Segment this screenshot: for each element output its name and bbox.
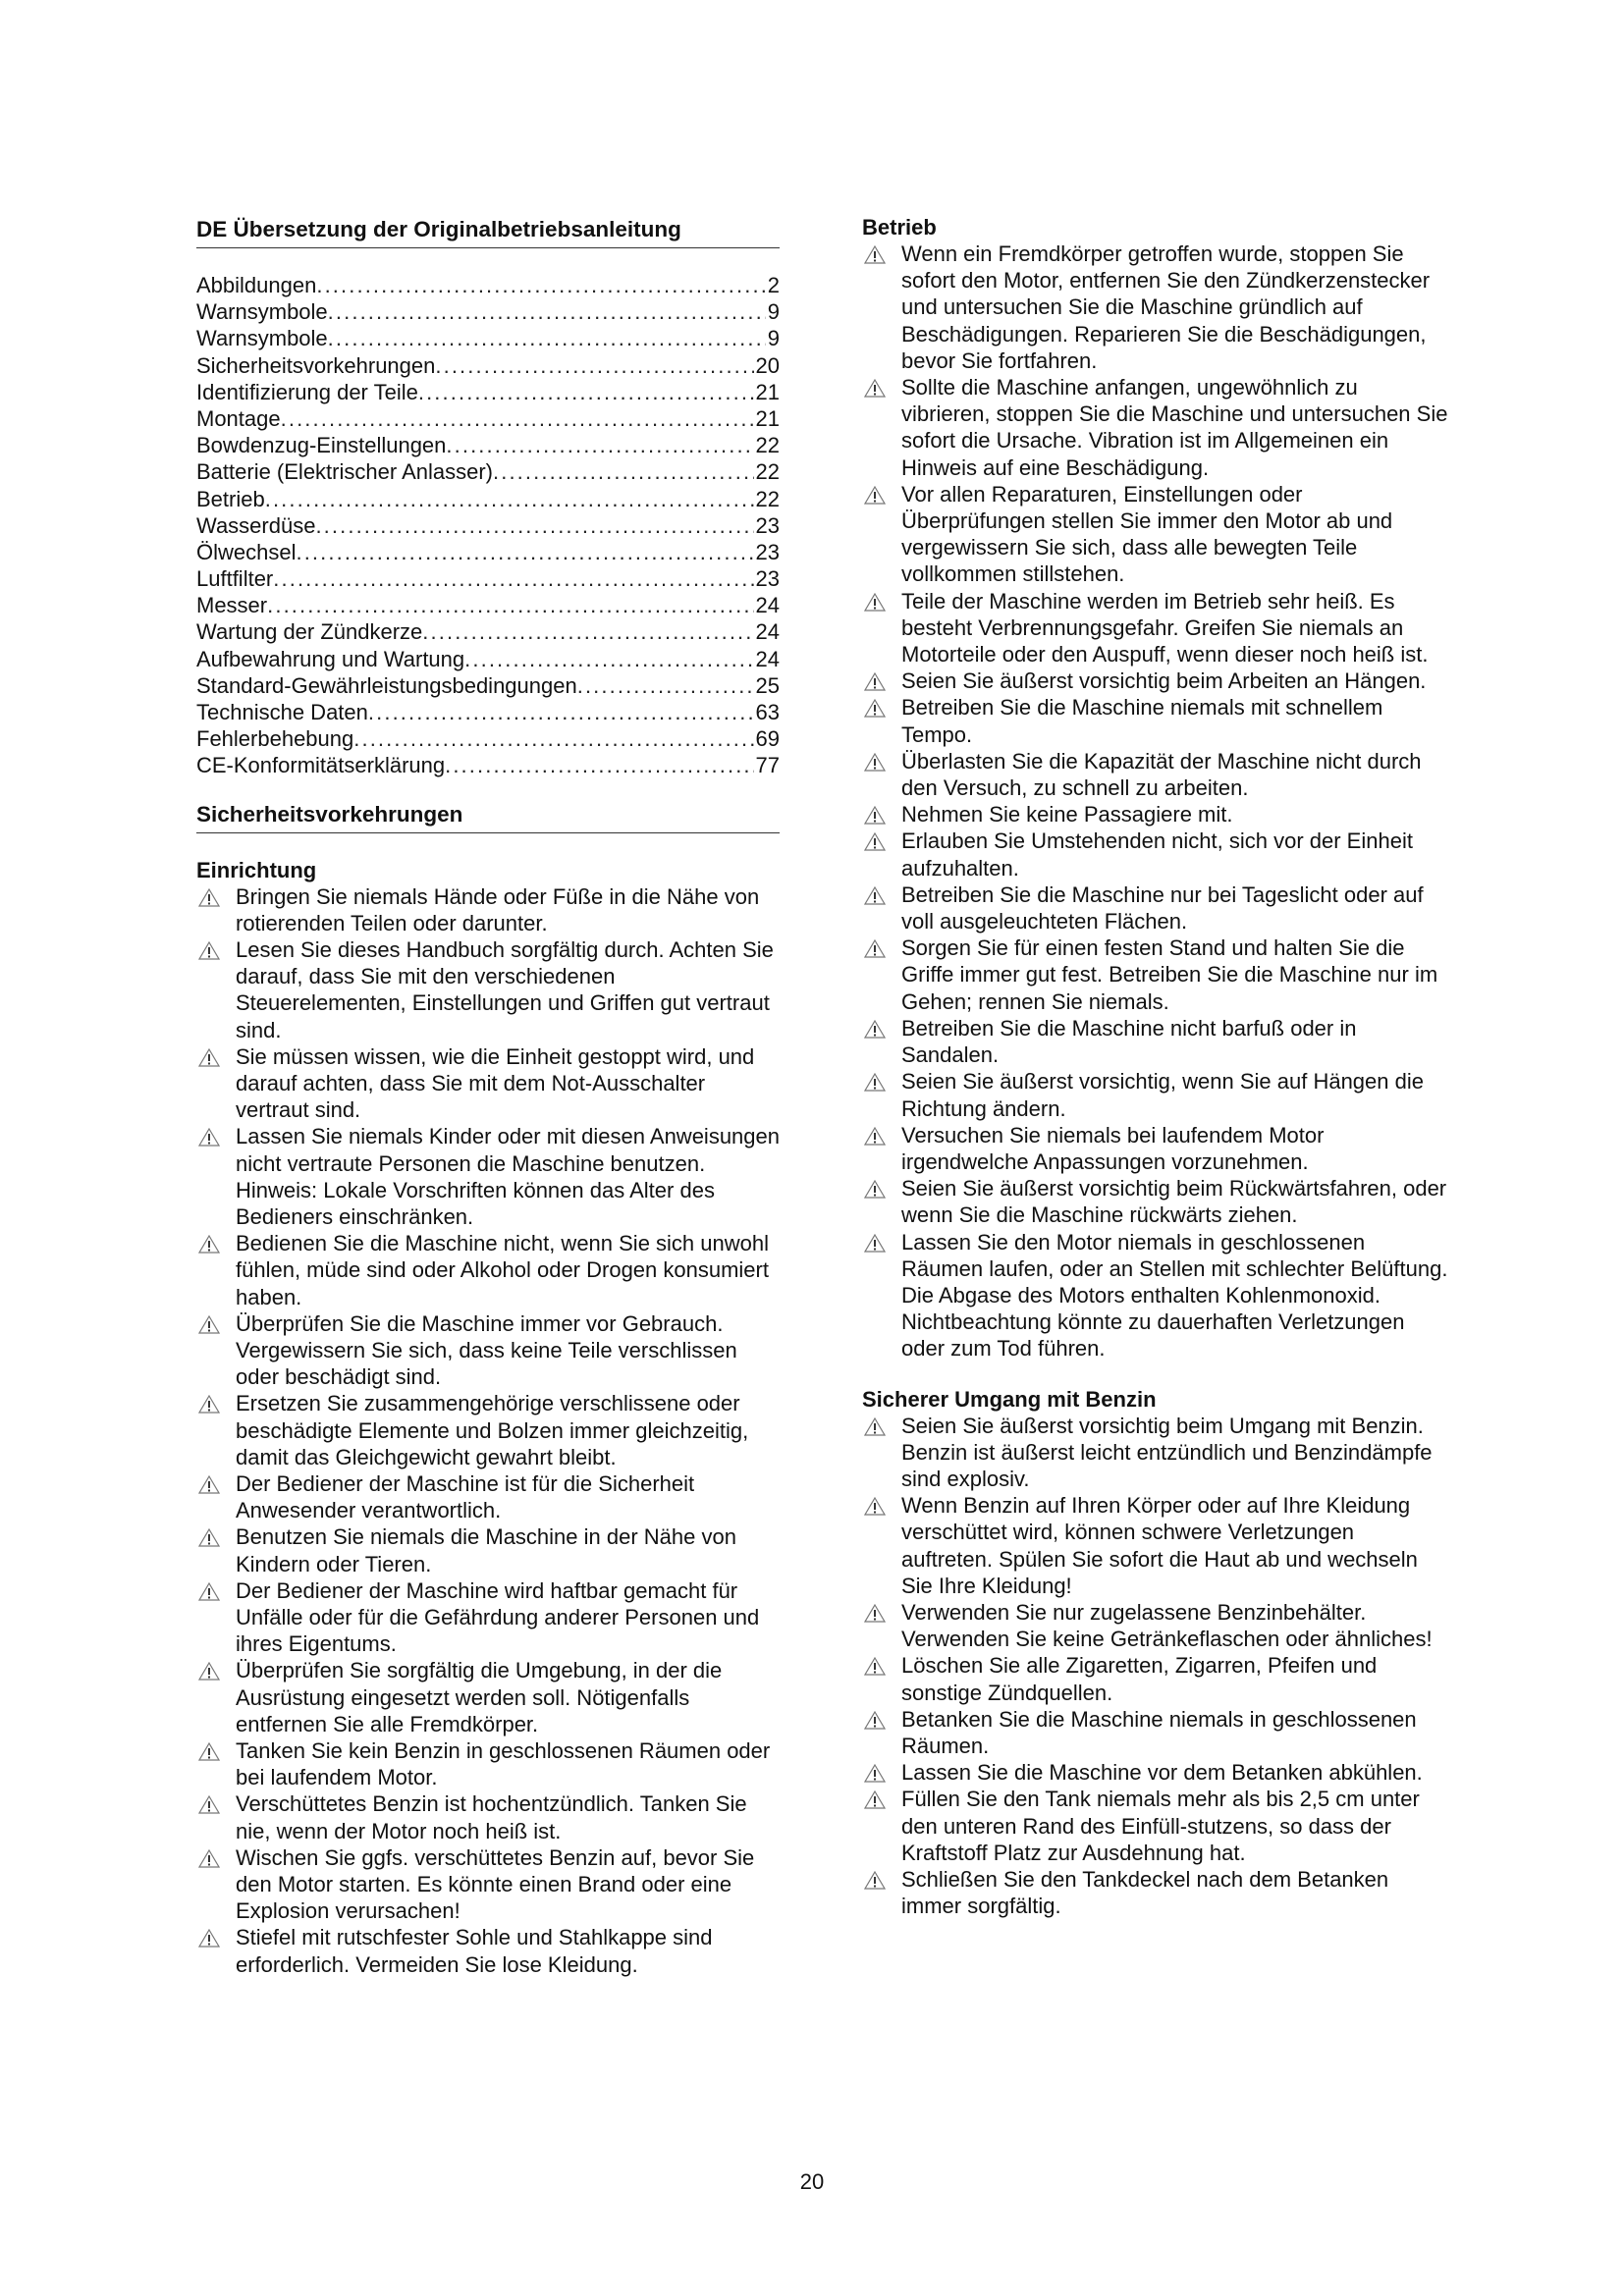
toc-label: Aufbewahrung und Wartung (196, 646, 465, 671)
warning-item (196, 1523, 780, 1576)
toc-entry (196, 272, 780, 298)
warning-triangle-icon (864, 1657, 886, 1676)
warning-triangle-icon (198, 1849, 220, 1868)
toc-leader-dots (316, 272, 765, 298)
toc-entry (196, 486, 780, 512)
warning-triangle-icon (864, 1764, 886, 1783)
warning-text: Wenn ein Fremdkörper getroffen wurde, stoppen Sie sofort den Motor, entfernen Sie den Zündkerzenstecker und untersuchen Sie die Maschine gründlich auf Beschädigungen. Reparieren Sie die Beschädigungen, bevor Sie fortfahren. (901, 241, 1431, 373)
toc-entry (196, 618, 780, 645)
benzin-list (862, 1413, 1451, 1920)
toc-leader-dots (577, 672, 754, 699)
warning-item (862, 667, 1451, 694)
warning-triangle-icon (198, 1315, 220, 1334)
warning-item (196, 1470, 780, 1523)
toc-page: 23 (755, 539, 780, 564)
warning-triangle-icon (864, 753, 886, 772)
warning-item (862, 240, 1451, 374)
toc-page: 24 (755, 593, 780, 618)
toc-page: 63 (755, 700, 780, 724)
toc-leader-dots (353, 725, 753, 752)
warning-triangle-icon (198, 1475, 220, 1494)
warning-text: Ersetzen Sie zusammengehörige verschlissene oder beschädigte Elemente und Bolzen immer gleichzeitig, damit das Gleichgewicht gewahrt bleibt. (236, 1391, 749, 1469)
toc-leader-dots (328, 298, 766, 325)
toc-page: 23 (755, 512, 780, 538)
warning-text: Lesen Sie dieses Handbuch sorgfältig durch. Achten Sie darauf, dass Sie mit den verschiedenen Steuerelementen, Einstellungen und Griffen gut vertraut sind. (236, 936, 774, 1042)
warning-text: Betanken Sie die Maschine niemals in geschlossenen Räumen. (901, 1706, 1417, 1758)
warning-triangle-icon (864, 1711, 886, 1730)
warning-item (196, 1924, 780, 1977)
warning-triangle-icon (864, 1417, 886, 1436)
toc-leader-dots (328, 325, 766, 351)
toc-leader-dots (265, 486, 754, 512)
toc-page: 9 (767, 299, 780, 325)
warning-triangle-icon (198, 1395, 220, 1414)
toc-label: Identifizierung der Teile (196, 379, 418, 404)
safety-heading: Sicherheitsvorkehrungen (196, 799, 780, 833)
betrieb-title: Betrieb (862, 215, 937, 240)
warning-triangle-icon (864, 245, 886, 264)
toc-page: 9 (767, 326, 780, 351)
warning-text: Vor allen Reparaturen, Einstellungen oder Überprüfungen stellen Sie immer den Motor ab und vergewissern Sie sich, dass alle bewegten Teile vollkommen stillstehen. (901, 481, 1393, 587)
toc-entry (196, 352, 780, 379)
warning-item (862, 828, 1451, 881)
benzin-title: Sicherer Umgang mit Benzin (862, 1386, 1157, 1412)
toc-leader-dots (315, 512, 753, 539)
warning-text: Teile der Maschine werden im Betrieb sehr heiß. Es besteht Verbrennungsgefahr. Greifen Sie niemals an Motorteile oder den Auspuff, wenn dieser noch heiß ist. (901, 588, 1429, 667)
warning-triangle-icon (864, 1497, 886, 1516)
warning-triangle-icon (864, 886, 886, 905)
warning-triangle-icon (864, 672, 886, 691)
warning-text: Seien Sie äußerst vorsichtig beim Arbeiten an Hängen. (901, 668, 1427, 694)
warning-text: Stiefel mit rutschfester Sohle und Stahlkappe sind erforderlich. Vermeiden Sie lose Kleidung. (236, 1925, 713, 1977)
toc-page: 24 (755, 619, 780, 645)
warning-text: Betreiben Sie die Maschine nur bei Tageslicht oder auf voll ausgeleuchteten Flächen. (901, 881, 1424, 934)
toc-label: Abbildungen (196, 273, 317, 297)
toc-leader-dots (368, 699, 754, 725)
toc-page: 24 (755, 646, 780, 671)
warning-triangle-icon (864, 832, 886, 851)
warning-text: Bringen Sie niemals Hände oder Füße in die Nähe von rotierenden Teilen oder darunter. (236, 883, 760, 935)
warning-triangle-icon (198, 1528, 220, 1547)
warning-text: Betreiben Sie die Maschine nicht barfuß oder in Sandalen. (901, 1015, 1357, 1068)
warning-text: Erlauben Sie Umstehenden nicht, sich vor der Einheit aufzuhalten. (901, 828, 1413, 881)
document-heading: DE Übersetzung der Originalbetriebsanleitung (196, 214, 780, 248)
warning-item (196, 1230, 780, 1310)
toc-label: Technische Daten (196, 700, 368, 724)
warning-triangle-icon (864, 593, 886, 612)
warning-item (862, 748, 1451, 801)
toc-page: 21 (755, 379, 780, 404)
warning-text: Betreiben Sie die Maschine niemals mit schnellem Tempo. (901, 695, 1383, 747)
warning-triangle-icon (198, 941, 220, 960)
toc-label: Warnsymbole (196, 299, 328, 325)
toc-label: Wartung der Zündkerze (196, 619, 423, 645)
toc-entry (196, 432, 780, 458)
warning-text: Lassen Sie niemals Kinder oder mit diesen Anweisungen nicht vertraute Personen die Maschine benutzen. Hinweis: Lokale Vorschriften können das Alter des Bedieners einschränken. (236, 1124, 780, 1229)
warning-item (862, 1599, 1451, 1652)
warning-item (862, 881, 1451, 934)
warning-triangle-icon (198, 1662, 220, 1681)
warning-item (862, 1652, 1451, 1705)
toc-entry (196, 298, 780, 325)
warning-item (862, 1229, 1451, 1362)
warning-text: Nehmen Sie keine Passagiere mit. (901, 802, 1233, 828)
warning-triangle-icon (864, 1790, 886, 1809)
toc-leader-dots (446, 432, 753, 458)
warning-text: Löschen Sie alle Zigaretten, Zigarren, Pfeifen und sonstige Zündquellen. (901, 1653, 1378, 1705)
toc-entry (196, 539, 780, 565)
warning-item (862, 481, 1451, 588)
warning-text: Seien Sie äußerst vorsichtig, wenn Sie auf Hängen die Richtung ändern. (901, 1069, 1424, 1121)
warning-text: Der Bediener der Maschine wird haftbar gemacht für Unfälle oder für die Gefährdung anderer Personen und ihres Eigentums. (236, 1577, 760, 1657)
toc-leader-dots (281, 405, 754, 432)
warning-triangle-icon (864, 806, 886, 825)
toc-entry (196, 646, 780, 672)
toc-label: Messer (196, 593, 268, 618)
toc-entry (196, 565, 780, 592)
toc-page: 77 (755, 753, 780, 778)
warning-triangle-icon (864, 1871, 886, 1890)
toc-label: Betrieb (196, 486, 265, 511)
toc-leader-dots (422, 618, 753, 645)
toc-entry (196, 725, 780, 752)
page-number: 20 (799, 2169, 825, 2194)
toc-entry (196, 379, 780, 405)
warning-text: Schließen Sie den Tankdeckel nach dem Betanken immer sorgfältig. (901, 1866, 1389, 1919)
toc-label: Bowdenzug-Einstellungen (196, 433, 447, 458)
warning-triangle-icon (198, 1929, 220, 1948)
toc-entry (196, 699, 780, 725)
warning-item (862, 801, 1451, 828)
warning-text: Sie müssen wissen, wie die Einheit gestoppt wird, und darauf achten, dass Sie mit dem Not-Ausschalter vertraut sind. (236, 1043, 755, 1123)
warning-triangle-icon (198, 1582, 220, 1601)
toc-entry (196, 325, 780, 351)
einrichtung-list (196, 883, 780, 1978)
toc-leader-dots (435, 352, 753, 379)
warning-text: Überprüfen Sie sorgfältig die Umgebung, in der die Ausrüstung eingesetzt werden soll. Nötigenfalls entfernen Sie alle Fremdkörper. (236, 1658, 723, 1736)
right-column (862, 214, 1451, 1919)
warning-text: Tanken Sie kein Benzin in geschlossenen Räumen oder bei laufendem Motor. (236, 1738, 771, 1790)
toc-label: Standard-Gewährleistungsbedingungen (196, 672, 577, 698)
toc-entry (196, 672, 780, 699)
warning-item (196, 936, 780, 1043)
warning-item (862, 1413, 1451, 1493)
warning-text: Bedienen Sie die Maschine nicht, wenn Sie sich unwohl fühlen, müde sind oder Alkohol oder Drogen konsumiert haben. (236, 1231, 769, 1309)
warning-item (862, 1175, 1451, 1228)
warning-item (862, 1866, 1451, 1919)
warning-triangle-icon (198, 888, 220, 907)
warning-triangle-icon (864, 699, 886, 718)
toc-page: 69 (755, 726, 780, 752)
warning-triangle-icon (198, 1128, 220, 1147)
toc-leader-dots (267, 592, 753, 618)
warning-triangle-icon (198, 1235, 220, 1254)
warning-triangle-icon (864, 1127, 886, 1146)
warning-text: Benutzen Sie niemals die Maschine in der Nähe von Kindern oder Tieren. (236, 1524, 736, 1576)
toc-page: 2 (767, 273, 780, 297)
warning-triangle-icon (864, 379, 886, 398)
warning-text: Sollte die Maschine anfangen, ungewöhnlich zu vibrieren, stoppen Sie die Maschine und untersuchen Sie sofort die Ursache. Vibration ist im Allgemeinen ein Hinweis auf eine Beschädigung. (901, 375, 1448, 480)
toc-leader-dots (464, 646, 753, 672)
toc-page: 20 (755, 352, 780, 378)
toc-leader-dots (273, 565, 753, 592)
warning-triangle-icon (864, 939, 886, 958)
toc-leader-dots (296, 539, 753, 565)
warning-text: Wenn Benzin auf Ihren Körper oder auf Ihre Kleidung verschüttet wird, können schwere Verletzungen auftreten. Spülen Sie sofort die Haut ab und wechseln Sie Ihre Kleidung! (901, 1493, 1418, 1598)
warning-item (196, 1123, 780, 1230)
warning-triangle-icon (864, 1234, 886, 1253)
warning-item (196, 883, 780, 936)
warning-text: Versuchen Sie niemals bei laufendem Motor irgendwelche Anpassungen vorzunehmen. (901, 1122, 1325, 1174)
warning-text: Überlasten Sie die Kapazität der Maschine nicht durch den Versuch, zu schnell zu arbeiten. (901, 748, 1422, 801)
einrichtung-title: Einrichtung (196, 857, 317, 882)
warning-triangle-icon (198, 1795, 220, 1814)
warning-triangle-icon (198, 1742, 220, 1761)
warning-text: Seien Sie äußerst vorsichtig beim Rückwärtsfahren, oder wenn Sie die Maschine rückwärts ziehen. (901, 1176, 1447, 1228)
warning-text: Füllen Sie den Tank niemals mehr als bis 2,5 cm unter den unteren Rand des Einfüll-stutzens, so dass der Kraftstoff Platz zur Ausdehnung hat. (901, 1787, 1420, 1865)
warning-item (196, 1390, 780, 1470)
toc-label: Montage (196, 405, 281, 431)
toc-page: 23 (755, 566, 780, 592)
toc-label: CE-Konformitätserklärung (196, 753, 446, 778)
toc-entry (196, 512, 780, 539)
warning-item (196, 1577, 780, 1658)
table-of-contents (196, 272, 780, 779)
warning-item (862, 1492, 1451, 1599)
left-column (196, 214, 780, 1978)
warning-triangle-icon (864, 1073, 886, 1092)
toc-label: Warnsymbole (196, 326, 328, 351)
warning-item (862, 1015, 1451, 1068)
warning-text: Seien Sie äußerst vorsichtig beim Umgang mit Benzin. Benzin ist äußerst leicht entzündlich und Benzindämpfe sind explosiv. (901, 1413, 1433, 1491)
toc-page: 22 (755, 486, 780, 511)
toc-entry (196, 458, 780, 485)
warning-item (862, 588, 1451, 668)
toc-entry (196, 752, 780, 778)
warning-text: Verwenden Sie nur zugelassene Benzinbehälter. Verwenden Sie keine Getränkeflaschen oder ähnliches! (901, 1599, 1433, 1652)
toc-entry (196, 592, 780, 618)
toc-page: 25 (755, 672, 780, 698)
warning-triangle-icon (864, 486, 886, 505)
warning-triangle-icon (864, 1604, 886, 1623)
toc-entry (196, 405, 780, 432)
warning-item (196, 1737, 780, 1790)
warning-item (862, 1759, 1451, 1786)
toc-page: 22 (755, 459, 780, 485)
warning-text: Lassen Sie die Maschine vor dem Betanken abkühlen. (901, 1760, 1423, 1786)
toc-page: 22 (755, 433, 780, 458)
warning-triangle-icon (864, 1020, 886, 1039)
warning-item (862, 1706, 1451, 1759)
warning-item (196, 1844, 780, 1925)
warning-item (196, 1657, 780, 1737)
warning-text: Verschüttetes Benzin ist hochentzündlich. Tanken Sie nie, wenn der Motor noch heiß ist. (236, 1791, 747, 1843)
toc-label: Luftfilter (196, 566, 274, 592)
betrieb-list (862, 240, 1451, 1362)
toc-label: Batterie (Elektrischer Anlasser) (196, 459, 493, 485)
warning-item (196, 1043, 780, 1124)
warning-item (862, 1068, 1451, 1121)
warning-item (196, 1310, 780, 1391)
toc-page: 21 (755, 405, 780, 431)
warning-item (862, 374, 1451, 481)
toc-leader-dots (493, 458, 754, 485)
warning-text: Lassen Sie den Motor niemals in geschlossenen Räumen laufen, oder an Stellen mit schlechter Belüftung. Die Abgase des Motors enthalten Kohlenmonoxid. Nichtbeachtung könnte zu dauerhaften Verletzungen oder zum Tod führen. (901, 1229, 1448, 1362)
warning-item (862, 1786, 1451, 1866)
warning-item (862, 694, 1451, 747)
warning-text: Sorgen Sie für einen festen Stand und halten Sie die Griffe immer gut fest. Betreiben Sie die Maschine nur im Gehen; rennen Sie niemals. (901, 935, 1438, 1014)
toc-label: Ölwechsel (196, 539, 297, 564)
warning-item (196, 1790, 780, 1843)
warning-text: Wischen Sie ggfs. verschüttetes Benzin auf, bevor Sie den Motor starten. Es könnte einen Brand oder eine Explosion verursachen! (236, 1844, 755, 1924)
toc-leader-dots (445, 752, 753, 778)
toc-label: Wasserdüse (196, 512, 316, 538)
warning-triangle-icon (864, 1180, 886, 1199)
toc-label: Fehlerbehebung (196, 726, 354, 752)
warning-triangle-icon (198, 1048, 220, 1067)
warning-text: Überprüfen Sie die Maschine immer vor Gebrauch. Vergewissern Sie sich, dass keine Teile verschlissen oder beschädigt sind. (236, 1310, 737, 1390)
toc-leader-dots (418, 379, 754, 405)
toc-label: Sicherheitsvorkehrungen (196, 352, 436, 378)
warning-item (862, 1122, 1451, 1175)
warning-text: Der Bediener der Maschine ist für die Sicherheit Anwesender verantwortlich. (236, 1471, 695, 1523)
warning-item (862, 934, 1451, 1015)
